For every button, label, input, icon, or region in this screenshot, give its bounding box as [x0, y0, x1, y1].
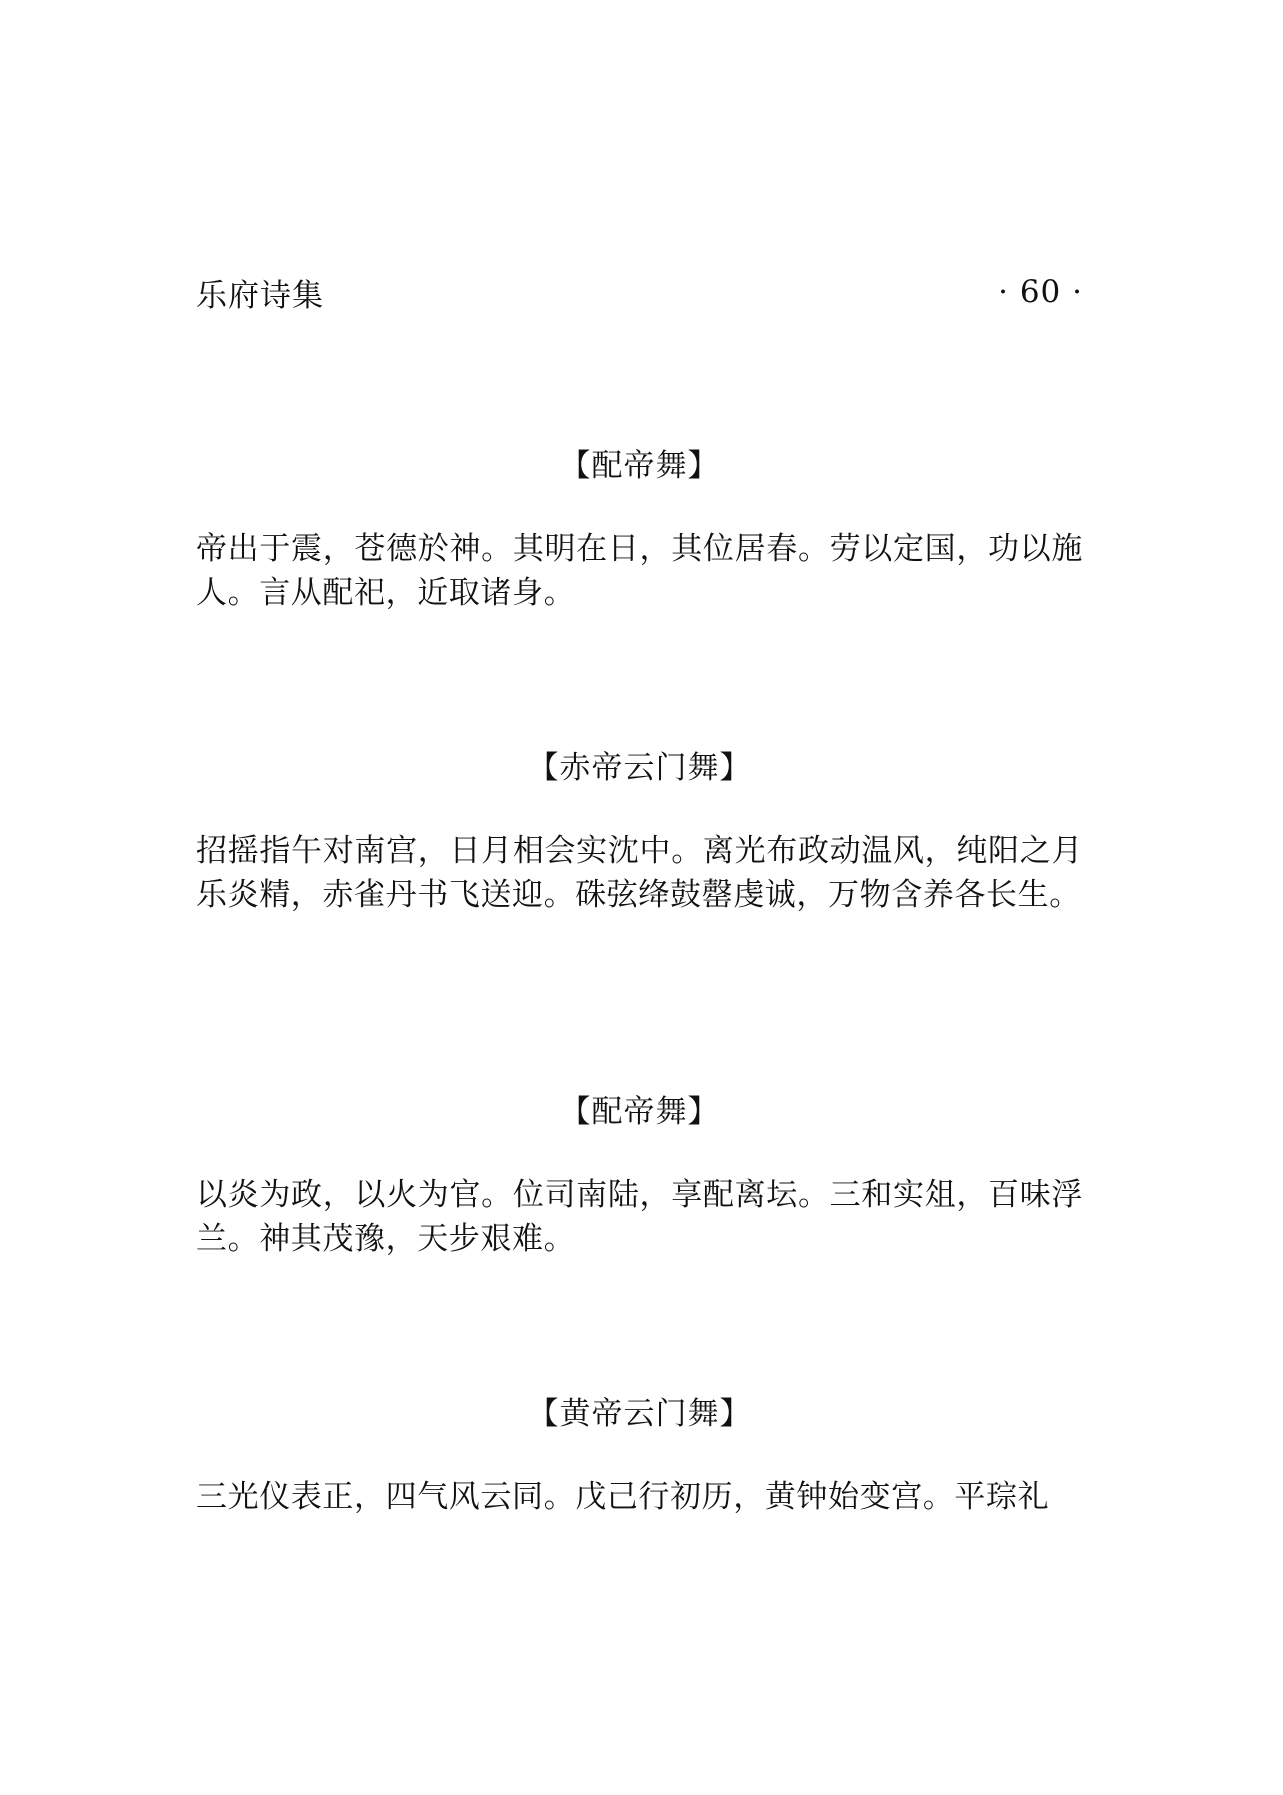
running-header — [196, 270, 1083, 314]
section-title: 【配帝舞】 — [559, 448, 720, 484]
section-text: 帝出于震，苍德於神。其明在日，其位居春。劳以定国，功以施人。言从配祀，近取诸身。 — [196, 531, 1083, 611]
page-number: · 60 · — [998, 274, 1083, 310]
book-title: 乐府诗集 — [196, 277, 324, 314]
section-title: 【黄帝云门舞】 — [527, 1396, 752, 1432]
section-text: 招摇指午对南宫，日月相会实沈中。离光布政动温风，纯阳之月乐炎精，赤雀丹书飞送迎。硃弦绛鼓罄虔诚，万物含养各长生。 — [196, 833, 1083, 913]
section-text: 以炎为政，以火为官。位司南陆，享配离坛。三和实俎，百味浮兰。神其茂豫，天步艰难。 — [196, 1177, 1083, 1257]
section-title: 【赤帝云门舞】 — [527, 750, 752, 786]
section-title: 【配帝舞】 — [559, 1094, 720, 1130]
section-text: 三光仪表正，四气风云同。戊己行初历，黄钟始变宫。平琮礼 — [196, 1479, 1050, 1515]
